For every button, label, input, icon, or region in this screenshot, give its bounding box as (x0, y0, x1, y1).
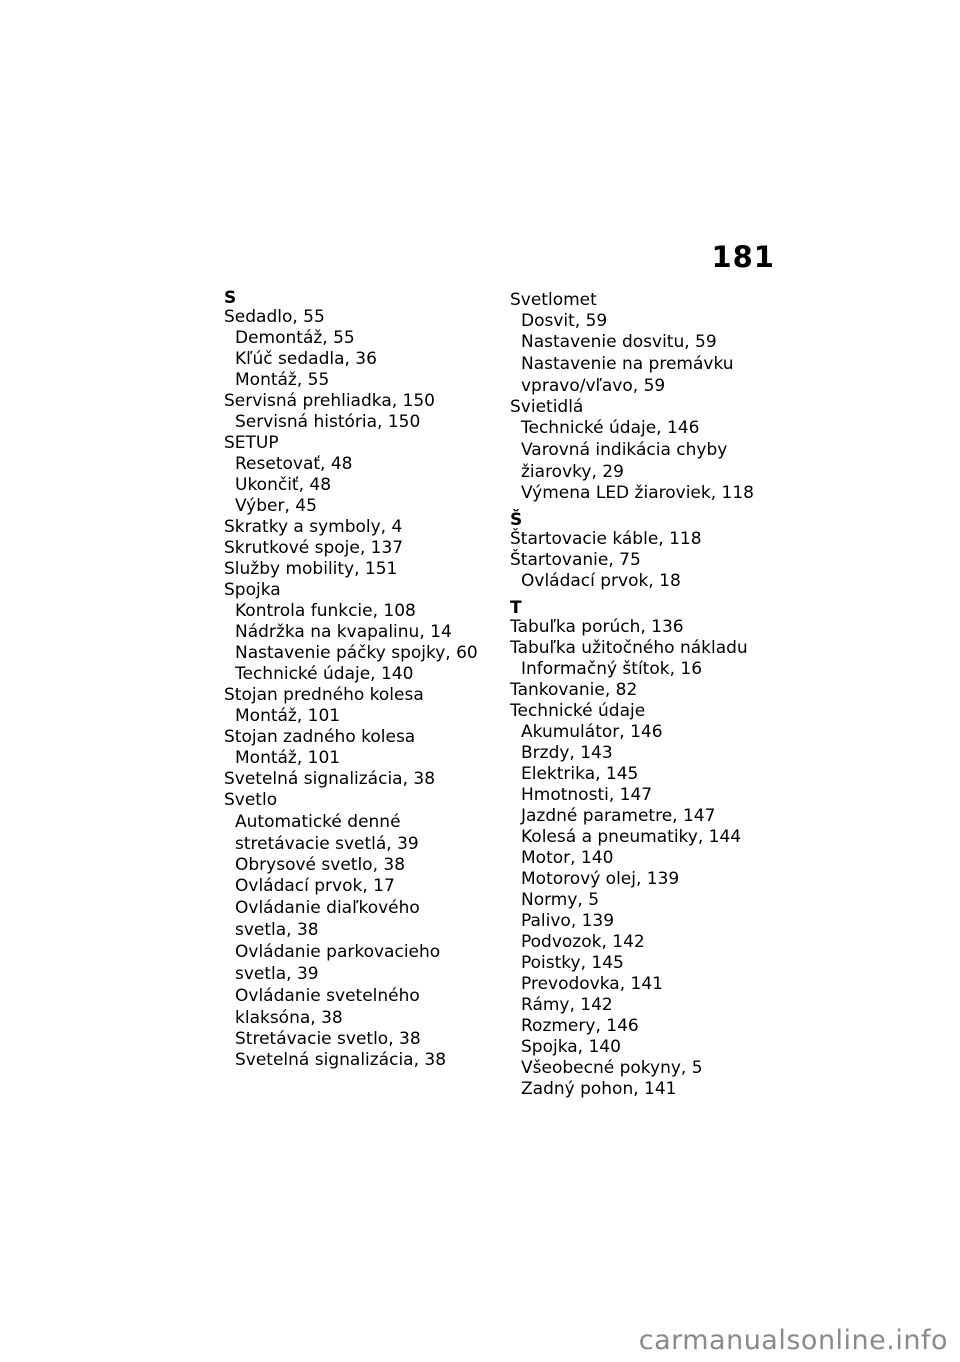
index-subentry (510, 439, 780, 483)
index-entry-text: Všeobecné pokyny, 5 (521, 1058, 703, 1078)
index-entry-text: Dosvit, 59 (521, 311, 608, 331)
index-entry-text: Svietidlá (510, 397, 584, 417)
index-entry-text: Montáž, 55 (235, 370, 330, 390)
index-subentry (510, 764, 780, 785)
index-entry-text: Normy, 5 (521, 890, 600, 910)
index-entry (224, 769, 494, 790)
index-entry-text: Rámy, 142 (521, 995, 613, 1015)
index-entry-text: Obrysové svetlo, 38 (235, 855, 406, 875)
index-entry-text: Poistky, 145 (521, 953, 624, 973)
index-entry-text: Varovná indikácia chyby (521, 440, 728, 460)
index-entry-text: Skrutkové spoje, 137 (224, 538, 404, 558)
index-entry-continuation: svetla, 39 (235, 964, 319, 984)
index-column-right (510, 290, 780, 1100)
index-subentry (510, 722, 780, 743)
index-entry-text: Ovládanie svetelného (235, 986, 420, 1006)
index-entry-text: Jazdné parametre, 147 (521, 806, 716, 826)
index-subentry (510, 311, 780, 332)
index-entry-text: SETUP (224, 433, 279, 453)
index-entry-text: Tankovanie, 82 (510, 680, 638, 700)
index-letter-heading: S (224, 288, 237, 308)
index-entry (224, 517, 494, 538)
index-subentry (510, 911, 780, 932)
index-entry-text: Motorový olej, 139 (521, 869, 680, 889)
index-entry-text: Svetlo (224, 790, 278, 810)
index-entry-text: Technické údaje (510, 701, 646, 721)
index-subentry (510, 571, 780, 592)
index-entry-text: Kontrola funkcie, 108 (235, 601, 416, 621)
index-entry-text: Brzdy, 143 (521, 743, 613, 763)
index-subentry (510, 418, 780, 439)
index-subentry (510, 743, 780, 764)
index-entry-text: Nastavenie páčky spojky, 60 (235, 643, 478, 663)
index-entry-text: Servisná prehliadka, 150 (224, 391, 435, 411)
index-subentry (224, 454, 494, 475)
index-entry-text: Kolesá a pneumatiky, 144 (521, 827, 742, 847)
index-entry (510, 680, 780, 701)
index-entry-text: Svetelná signalizácia, 38 (224, 769, 436, 789)
index-entry-text: Ovládanie diaľkového (235, 898, 420, 918)
index-subentry (510, 806, 780, 827)
index-entry (224, 391, 494, 412)
index-entry-text: Montáž, 101 (235, 748, 341, 768)
index-entry (510, 638, 780, 659)
index-subentry (510, 827, 780, 848)
index-entry (510, 397, 780, 418)
index-letter-heading: T (510, 598, 522, 618)
index-subentry (510, 848, 780, 869)
index-entry-text: Demontáž, 55 (235, 328, 355, 348)
index-subentry (224, 855, 494, 876)
index-subentry (224, 370, 494, 391)
index-entry-text: Stojan predného kolesa (224, 685, 424, 705)
index-subentry (224, 748, 494, 769)
index-entry (224, 307, 494, 328)
index-entry-text: Stretávacie svetlo, 38 (235, 1029, 421, 1049)
page-number: 181 (711, 240, 775, 274)
index-entry-text: Ovládací prvok, 17 (235, 876, 395, 896)
index-entry (224, 727, 494, 748)
index-entry-text: Štartovanie, 75 (510, 550, 641, 570)
index-subentry (510, 332, 780, 353)
index-entry (224, 580, 494, 601)
index-entry-text: Kľúč sedadla, 36 (235, 349, 377, 369)
index-entry-text: Štartovacie káble, 118 (510, 529, 702, 549)
index-entry-text: Montáž, 101 (235, 706, 341, 726)
index-entry-text: Svetelná signalizácia, 38 (235, 1050, 447, 1070)
index-entry-text: Nádržka na kvapalinu, 14 (235, 622, 452, 642)
index-entry-continuation: žiarovky, 29 (521, 462, 624, 482)
index-entry-text: Svetlomet (510, 290, 597, 310)
index-subentry (510, 353, 780, 397)
index-letter-heading: Š (510, 510, 523, 530)
index-subentry (224, 811, 494, 855)
index-subentry (510, 974, 780, 995)
index-entry-text: Zadný pohon, 141 (521, 1079, 677, 1099)
index-subentry (510, 1079, 780, 1100)
index-entry-text: Resetovať, 48 (235, 454, 353, 474)
index-entry-text: Technické údaje, 146 (521, 418, 700, 438)
index-entry-text: Skratky a symboly, 4 (224, 517, 403, 537)
index-subentry (224, 412, 494, 433)
index-subentry (224, 475, 494, 496)
index-entry-continuation: stretávacie svetlá, 39 (235, 834, 419, 854)
index-subentry (510, 995, 780, 1016)
index-entry-text: Prevodovka, 141 (521, 974, 663, 994)
index-subentry (224, 496, 494, 517)
index-entry-continuation: svetla, 38 (235, 920, 319, 940)
index-entry (224, 433, 494, 454)
index-subentry (224, 349, 494, 370)
index-entry (224, 790, 494, 811)
index-entry (224, 559, 494, 580)
index-column-left (224, 290, 494, 1071)
index-entry-text: Technické údaje, 140 (235, 664, 414, 684)
index-entry-continuation: vpravo/vľavo, 59 (521, 376, 666, 396)
index-entry-text: Tabuľka porúch, 136 (510, 617, 684, 637)
index-subentry (510, 890, 780, 911)
index-entry-text: Nastavenie dosvitu, 59 (521, 332, 717, 352)
index-subentry (224, 643, 494, 664)
index-entry (224, 685, 494, 706)
index-entry-text: Automatické denné (235, 812, 401, 832)
index-subentry (510, 483, 780, 504)
index-entry-text: Tabuľka užitočného nákladu (510, 638, 748, 658)
index-entry (224, 538, 494, 559)
index-entry-text: Ovládací prvok, 18 (521, 571, 681, 591)
index-subentry (510, 953, 780, 974)
index-entry-text: Informačný štítok, 16 (521, 659, 703, 679)
index-entry-text: Rozmery, 146 (521, 1016, 639, 1036)
watermark: carmanualsonline.info (638, 1325, 948, 1356)
index-subentry (224, 622, 494, 643)
index-entry-text: Spojka (224, 580, 281, 600)
index-entry-text: Sedadlo, 55 (224, 307, 325, 327)
index-entry (510, 529, 780, 550)
index-entry-text: Podvozok, 142 (521, 932, 645, 952)
index-subentry (224, 1050, 494, 1071)
index-entry (510, 290, 780, 311)
index-entry (510, 617, 780, 638)
index-entry-text: Motor, 140 (521, 848, 614, 868)
index-subentry (510, 869, 780, 890)
index-entry-text: Elektrika, 145 (521, 764, 639, 784)
index-subentry (224, 941, 494, 985)
index-entry-text: Nastavenie na premávku (521, 354, 734, 374)
index-subentry (224, 876, 494, 897)
index-subentry (224, 601, 494, 622)
index-subentry (224, 1029, 494, 1050)
index-entry-text: Spojka, 140 (521, 1037, 621, 1057)
index-entry-text: Služby mobility, 151 (224, 559, 398, 579)
index-entry (510, 550, 780, 571)
index-entry-text: Výber, 45 (235, 496, 317, 516)
index-subentry (510, 1037, 780, 1058)
index-entry-text: Servisná história, 150 (235, 412, 421, 432)
index-entry-text: Palivo, 139 (521, 911, 615, 931)
index-entry-text: Akumulátor, 146 (521, 722, 663, 742)
index-subentry (510, 1016, 780, 1037)
index-entry-continuation: klaksóna, 38 (235, 1008, 343, 1028)
index-subentry (510, 785, 780, 806)
index-entry-text: Ovládanie parkovacieho (235, 942, 441, 962)
index-entry-text: Stojan zadného kolesa (224, 727, 416, 747)
index-subentry (224, 706, 494, 727)
index-entry-text: Výmena LED žiaroviek, 118 (521, 483, 754, 503)
index-subentry (224, 328, 494, 349)
index-subentry (510, 932, 780, 953)
index-subentry (224, 664, 494, 685)
index-subentry (510, 1058, 780, 1079)
index-subentry (224, 897, 494, 941)
index-subentry (510, 659, 780, 680)
index-entry (510, 701, 780, 722)
index-entry-text: Hmotnosti, 147 (521, 785, 653, 805)
index-subentry (224, 985, 494, 1029)
index-entry-text: Ukončiť, 48 (235, 475, 332, 495)
